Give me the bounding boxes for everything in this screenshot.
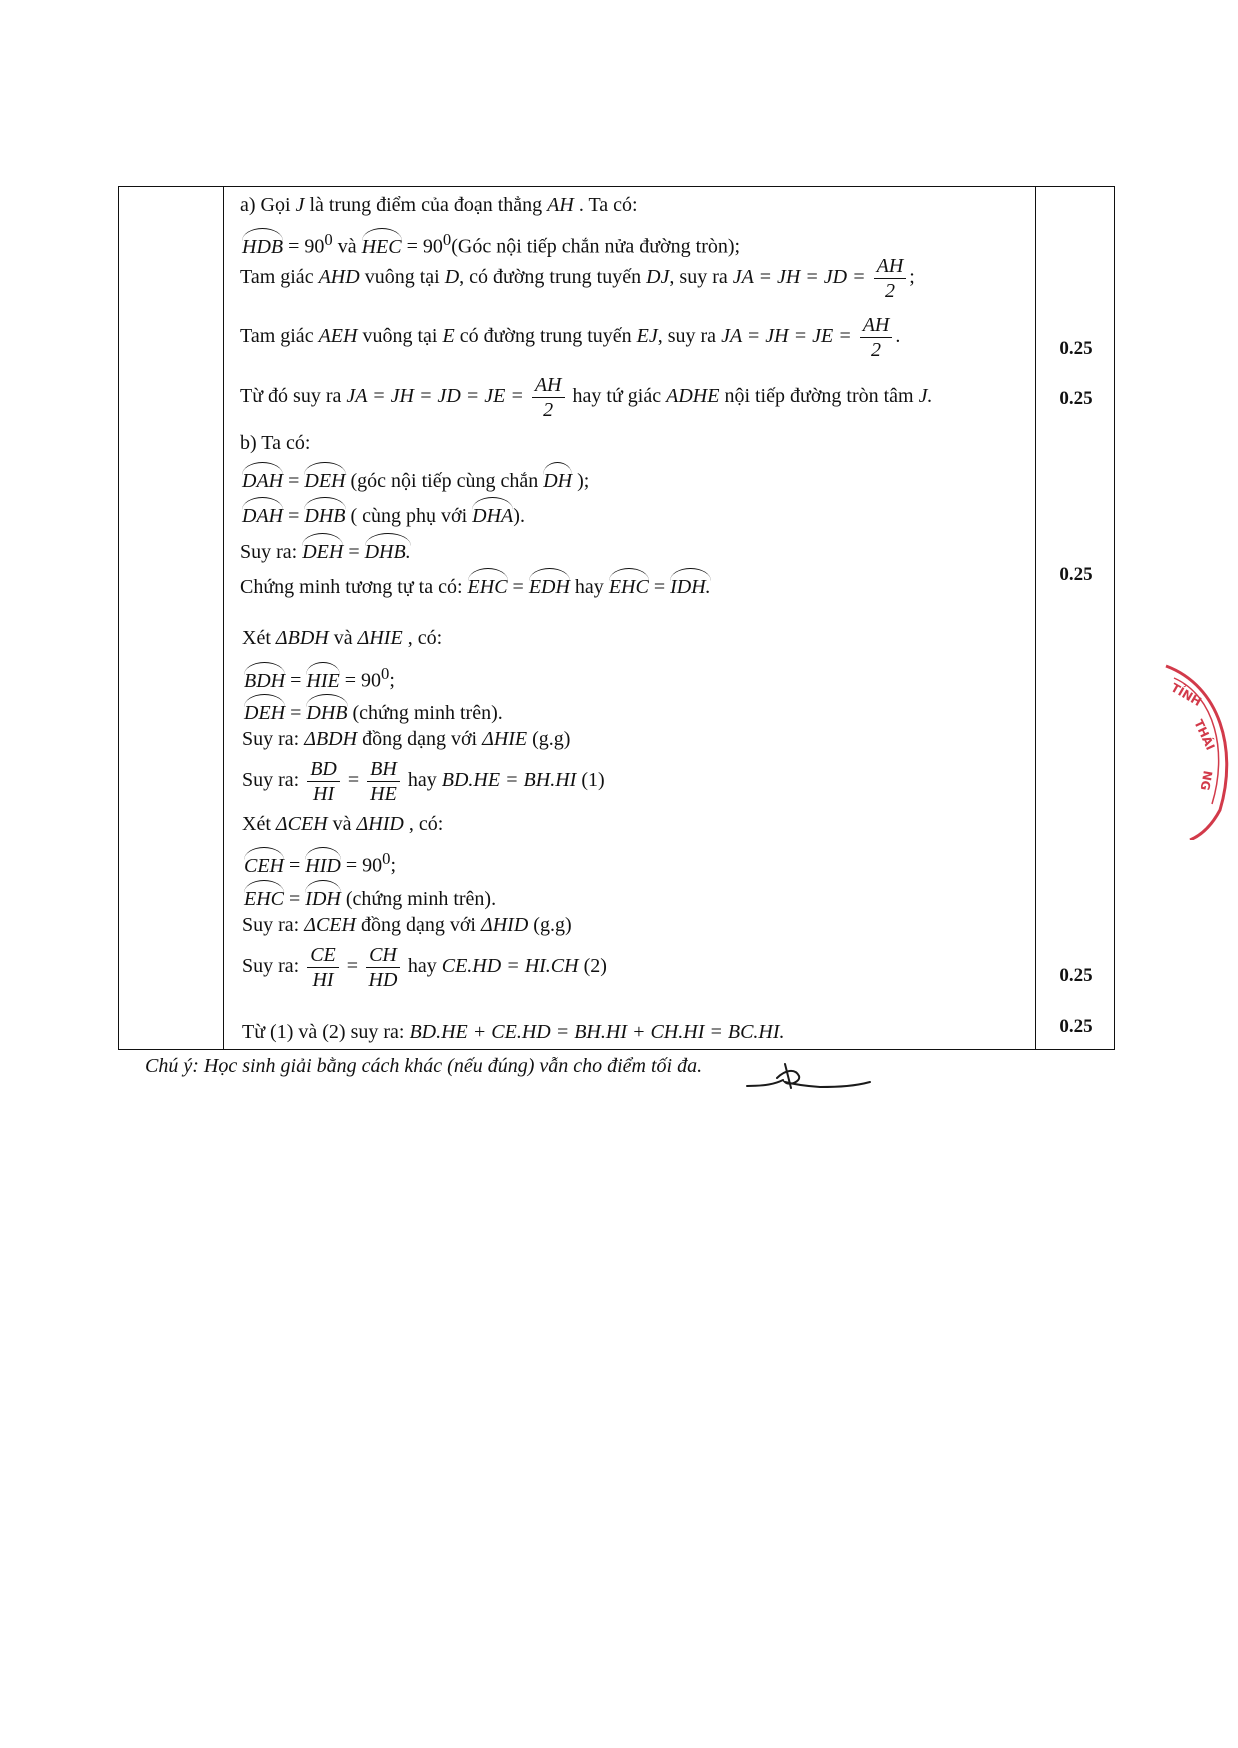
svg-text:NG: NG	[1197, 769, 1215, 792]
footnote: Chú ý: Học sinh giải bằng cách khác (nếu đúng) vẫn cho điểm tối đa.	[145, 1055, 703, 1077]
score-cell: 0.25	[1059, 965, 1093, 986]
part-b-line-4: Chứng minh tương tự ta có: EHC = EDH hay EHC = IDH.	[240, 576, 711, 598]
part-b-line-12: EHC = IDH (chứng minh trên).	[244, 888, 497, 910]
fraction: $\frac{AH}{2}$	[532, 373, 565, 422]
part-b-intro: b) Ta có:	[240, 432, 311, 454]
part-b-line-10: Xét ΔCEH và ΔHID , có:	[242, 813, 444, 835]
part-a-line-4: Tam giác AEH vuông tại E có đường trung tuyến EJ, suy ra JA = JH = JE = $\frac{AH}{2}$ .	[240, 314, 901, 361]
fraction: $\frac{BH}{HE}$	[367, 757, 400, 806]
part-b-line-8: Suy ra: ΔBDH đồng dạng với ΔHIE (g.g)	[242, 728, 571, 750]
part-a-line-3: Tam giác AHD vuông tại D, có đường trung tuyến DJ, suy ra JA = JH = JD = $\frac{AH}{2}$ ;	[240, 255, 915, 302]
part-a-intro: a) Gọi J là trung điểm của đoạn thẳng AH . Ta có:	[240, 194, 638, 216]
part-b-line-11: CEH = HID = $90^0$;	[244, 849, 396, 877]
part-b-line-14: Suy ra: $\frac{CE}{HI}$ = $\frac{CH}{HD}$ hay CE.HD = HI.CH (2)	[242, 944, 607, 991]
svg-text:TỈNH: TỈNH	[1168, 680, 1204, 709]
part-a-line-2: HDB = $90^0$ và HEC = $90^0(Góc$ nội tiếp chắn nửa đường tròn);	[242, 230, 741, 258]
score-cell: 0.25	[1059, 338, 1093, 359]
score-cell: 0.25	[1059, 388, 1093, 409]
part-b-line-15: Từ (1) và (2) suy ra: BD.HE + CE.HD = BH.HI + CH.HI = BC.HI.	[242, 1021, 785, 1043]
part-b-line-5: Xét ΔBDH và ΔHIE , có:	[242, 627, 443, 649]
red-seal-stamp	[1160, 660, 1238, 840]
fraction: $\frac{AH}{2}$	[874, 254, 907, 303]
part-b-line-13: Suy ra: ΔCEH đồng dạng với ΔHID (g.g)	[242, 914, 572, 936]
score-cell: 0.25	[1059, 564, 1093, 585]
part-b-line-3: Suy ra: DEH = DHB.	[240, 541, 411, 563]
part-a-line-5: Từ đó suy ra JA = JH = JD = JE = $\frac{AH}{2}$ hay tứ giác ADHE nội tiếp đường tròn tâm J.	[240, 374, 933, 421]
fraction: $\frac{CE}{HI}$	[307, 943, 339, 992]
fraction: $\frac{CH}{HD}$	[366, 943, 400, 992]
fraction: $\frac{AH}{2}$	[860, 313, 893, 362]
part-b-line-6: BDH = HIE = $90^0$;	[244, 664, 395, 692]
signature-icon	[745, 1056, 875, 1096]
fraction: $\frac{BD}{HI}$	[307, 757, 340, 806]
part-b-line-9: Suy ra: $\frac{BD}{HI}$ = $\frac{BH}{HE}$ hay BD.HE = BH.HI (1)	[242, 758, 605, 805]
part-b-line-2: DAH = DHB ( cùng phụ với DHA).	[242, 505, 525, 527]
svg-text:THÁI: THÁI	[1191, 717, 1218, 753]
part-b-line-7: DEH = DHB (chứng minh trên).	[244, 702, 503, 724]
score-cell: 0.25	[1059, 1016, 1093, 1037]
part-b-line-1: DAH = DEH (góc nội tiếp cùng chắn DH );	[242, 470, 590, 492]
